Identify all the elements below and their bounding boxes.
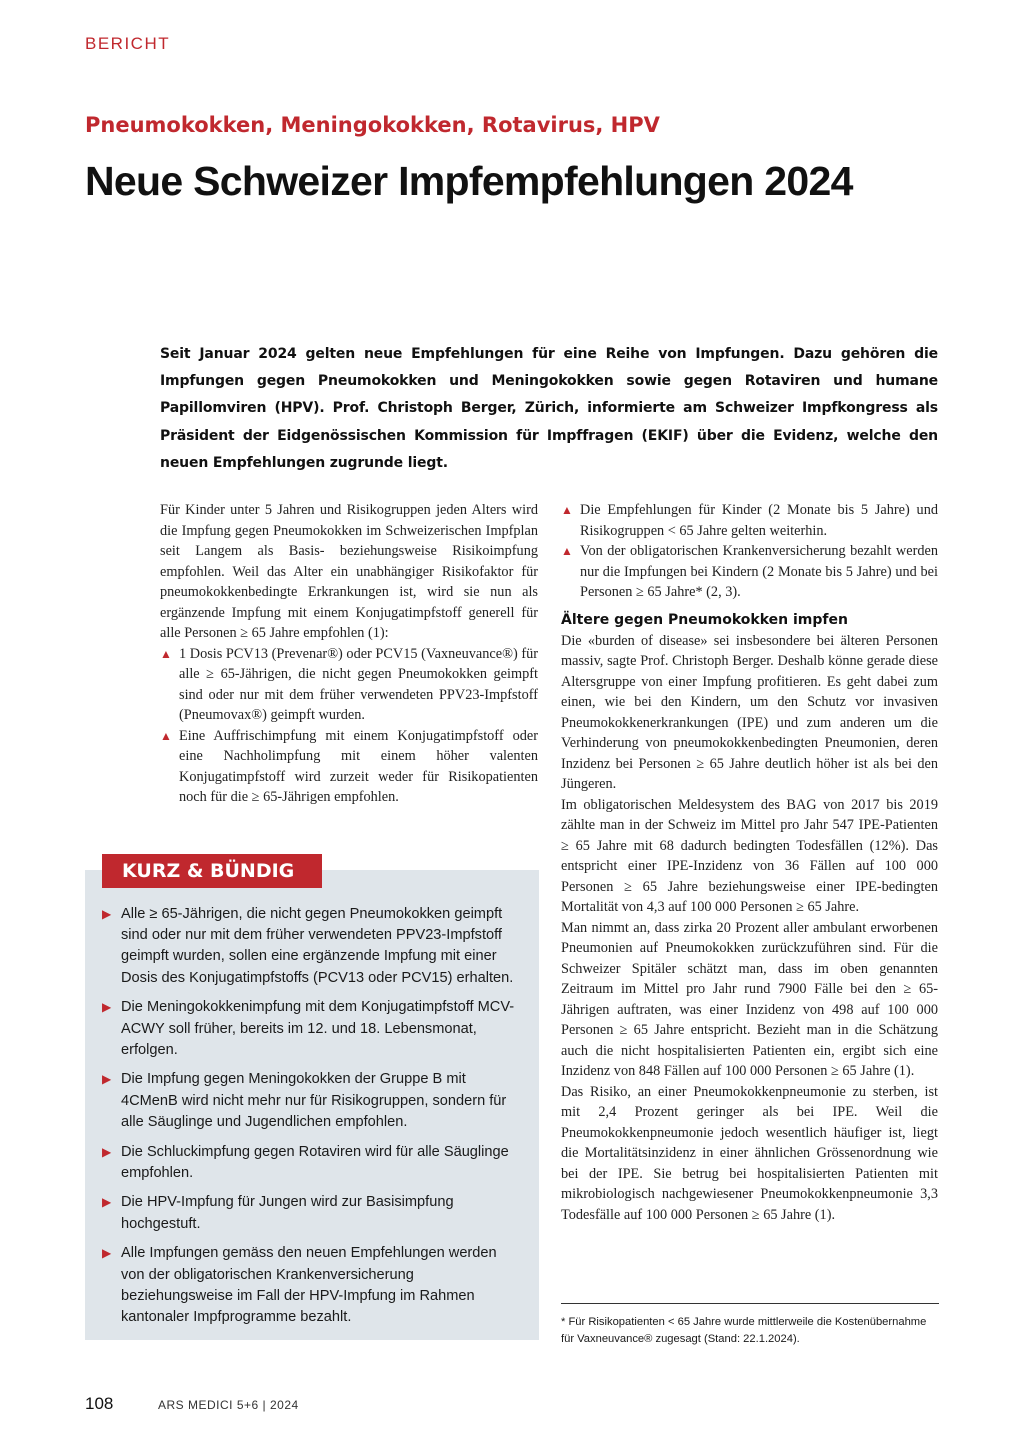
- body-paragraph: Im obligatorischen Meldesystem des BAG von 2017 bis 2019 zählte man in der Schweiz im Mittel pro Jahr 547 IPE-Patienten ≥ 65 Jahre mit 68 dadurch bedingten Todesfällen (12%). Das entspricht einer IPE-Inzidenz von 36 Fällen auf 100 000 Personen ≥ 65 Jahre beziehungsweise einer IPE-bedingten Mortalität von 4,3 auf 100 000 Personen ≥ 65 Jahre.: [561, 796, 938, 915]
- page-number: 108: [85, 1394, 114, 1413]
- journal-name: ARS MEDICI 5+6 | 2024: [158, 1398, 299, 1412]
- intro-paragraph: Für Kinder unter 5 Jahren und Risikogruppen jeden Alters wird die Impfung gegen Pneumokokken im Schweizerischen Impfplan seit Langem als Basis- beziehungsweise Risikoimpfung empfohlen. Weil das Alter ein unabhängiger Risikofaktor für pneumokokkenbedingte Erkrankungen ist, wird sie nun als ergänzende Impfung mit einem Konjugatimpfstoff generell für alle Personen ≥ 65 Jahre empfohlen (1):: [160, 502, 538, 641]
- list-item: ▲ 1 Dosis PCV13 (Prevenar®) oder PCV15 (Vaxneuvance®) für alle ≥ 65-Jährigen, die nicht gegen Pneumokokken geimpft sind oder nur mit dem früher verwendeten PPV23-Impfstoff (Pneumovax®) geimpft wurden.: [160, 644, 538, 726]
- body-paragraph: Man nimmt an, dass zirka 20 Prozent aller ambulant erworbenen Pneumonien auf Pneumokokken zurückzuführen sind. Für die Schweizer Spitäler schätzt man, dass im oben genannten Zeitraum im Mittel pro Jahr rund 7900 Fälle bei den ≥ 65-Jährigen auftraten, was einer Inzidenz von 498 auf 100 000 Personen ≥ 65 Jahre entspricht. Bezieht man in die Schätzung auch die nicht hospitalisierten Patienten ein, ergibt sich eine Inzidenz von 848 Fällen auf 100 000 Personen ≥ 65 Jahre (1).: [561, 919, 938, 1079]
- list-item: ▶ Die Meningokokkenimpfung mit dem Konjugatimpfstoff MCV-ACWY soll früher, bereits im 12. und 18. Lebensmonat, erfolgen.: [102, 997, 522, 1061]
- kurz-buendig-title: KURZ & BÜNDIG: [102, 854, 322, 888]
- footnote-divider: [561, 1303, 939, 1304]
- left-column: [160, 500, 538, 808]
- section-heading: Ältere gegen Pneumokokken impfen: [561, 611, 848, 628]
- footnote: * Für Risikopatienten < 65 Jahre wurde mittlerweile die Kostenübernahme für Vaxneuvance® zugesagt (Stand: 22.1.2024).: [561, 1316, 927, 1345]
- list-item: ▲ Von der obligatorischen Krankenversicherung bezahlt werden nur die Impfungen bei Kindern (2 Monate bis 5 Jahre) und bei Personen ≥ 65 Jahre* (2, 3).: [561, 541, 938, 603]
- body-paragraph: Das Risiko, an einer Pneumokokkenpneumonie zu sterben, ist mit 2,4 Prozent geringer als bei IPE. Weil die Pneumokokkenpneumonie jedoch wesentlich häufiger ist, liegt die Mortalitätsinzidenz in einer ähnlichen Grössenordnung wie bei der IPE. Sie betrug bei hospitalisierten Patienten mit mikrobiologisch nachgewiesener Pneumokokkenpneumonie 3,3 Todesfälle auf 100 000 Personen ≥ 65 Jahre (1).: [561, 1083, 938, 1223]
- list-item: ▲ Die Empfehlungen für Kinder (2 Monate bis 5 Jahre) und Risikogruppen < 65 Jahre gelten weiterhin.: [561, 500, 938, 541]
- list-item: ▶ Die Impfung gegen Meningokokken der Gruppe B mit 4CMenB wird nicht mehr nur für Risikogruppen, sondern für alle Säuglinge und Jugendlichen empfohlen.: [102, 1069, 522, 1133]
- kurz-buendig-list: [102, 904, 522, 1337]
- list-item: ▶ Alle ≥ 65-Jährigen, die nicht gegen Pneumokokken geimpft sind oder nur mit dem früher verwendeten PPV23-Impfstoff geimpft wurden, sollen eine ergänzende Impfung mit einer Dosis des Konjugatimpfstoffs (PCV13 oder PCV15) erhalten.: [102, 904, 522, 989]
- list-item: ▶ Die Schluckimpfung gegen Rotaviren wird für alle Säuglinge empfohlen.: [102, 1142, 522, 1184]
- right-bullet-list: [561, 500, 938, 603]
- body-paragraph: Die «burden of disease» sei insbesondere bei älteren Personen massiv, sagte Prof. Christoph Berger. Deshalb könne gerade diese Altersgruppe von einer Impfung profitieren. Es geht dabei zum einen, wie bei den Kindern, um den Schutz vor invasiven Pneumokokkenerkrankungen (IPE) und zum anderen um die Verhinderung von pneumokokkenbedingten Pneumonien, deren Inzidenz bei Personen ≥ 65 Jahre deutlich höher ist als bei den Jüngeren.: [561, 632, 938, 792]
- list-item: ▶ Die HPV-Impfung für Jungen wird zur Basisimpfung hochgestuft.: [102, 1192, 522, 1234]
- list-item: ▲ Eine Auffrischimpfung mit einem Konjugatimpfstoff oder eine Nachholimpfung mit einem höher valenten Konjugatimpfstoff wird zurzeit weder für Risikopatienten noch für die ≥ 65-Jährigen empfohlen.: [160, 726, 538, 808]
- right-column: [561, 500, 938, 1225]
- section-label: BERICHT: [85, 34, 171, 53]
- article-title: Neue Schweizer Impfempfehlungen 2024: [85, 158, 853, 204]
- left-bullet-list: [160, 644, 538, 808]
- lead-paragraph: Seit Januar 2024 gelten neue Empfehlungen für eine Reihe von Impfungen. Dazu gehören die Impfungen gegen Pneumokokken und Meningokokken sowie gegen Rotaviren und humane Papillomviren (HPV). Prof. Christoph Berger, Zürich, informierte am Schweizer Impfkongress als Präsident der Eidgenössischen Kommission für Impffragen (EKIF) über die Evidenz, welche den neuen Empfehlungen zugrunde liegt.: [160, 346, 938, 471]
- list-item: ▶ Alle Impfungen gemäss den neuen Empfehlungen werden von der obligatorischen Krankenversicherung beziehungsweise im Fall der HPV-Impfung im Rahmen kantonaler Impfprogramme bezahlt.: [102, 1243, 522, 1328]
- article-kicker: Pneumokokken, Meningokokken, Rotavirus, HPV: [85, 113, 660, 137]
